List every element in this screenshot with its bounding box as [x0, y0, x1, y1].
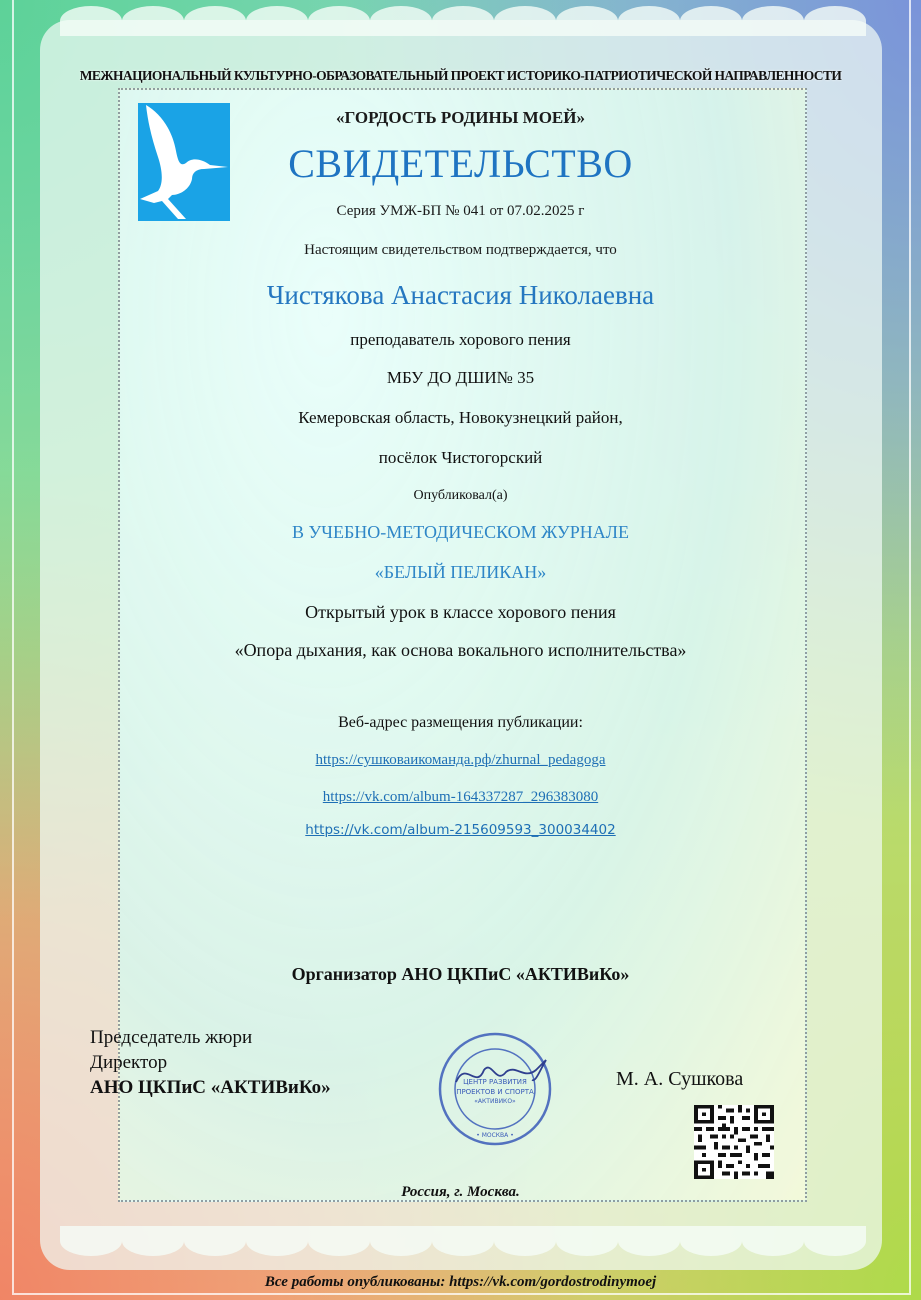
footer-published-link: Все работы опубликованы: https://vk.com/gordostrodinymoej: [264, 1274, 657, 1290]
signer-name: М. А. Сушкова: [616, 1068, 744, 1090]
project-header: МЕЖНАЦИОНАЛЬНЫЙ КУЛЬТУРНО-ОБРАЗОВАТЕЛЬНЫЙ ПРОЕКТ ИСТОРИКО-ПАТРИОТИЧЕСКОЙ НАПРАВЛЕННОСТИ: [79, 68, 842, 83]
web-address-label: Веб-адрес размещения публикации:: [338, 714, 583, 731]
recipient-region: Кемеровская область, Новокузнецкий район,: [298, 408, 623, 427]
city-label: Россия, г. Москва.: [401, 1184, 520, 1200]
published-label: Опубликовал(а): [413, 488, 508, 503]
publication-link-2[interactable]: https://vk.com/album-164337287_296383080: [322, 789, 599, 805]
seal-stamp-icon: [436, 1030, 554, 1148]
series-number: Серия УМЖ-БП № 041 от 07.02.2025 г: [336, 203, 585, 219]
journal-line-2: «БЕЛЫЙ ПЕЛИКАН»: [374, 562, 547, 582]
jury-chair-label: Председатель жюри: [90, 1027, 253, 1048]
publication-link-3[interactable]: https://vk.com/album-215609593_300034402: [305, 822, 616, 838]
publication-link-1[interactable]: https://сушковаикоманда.рф/zhurnal_pedagoga: [315, 752, 606, 768]
signature-block: [90, 1025, 331, 1100]
work-title: «Опора дыхания, как основа вокального исполнительства»: [234, 640, 687, 660]
recipient-name: Чистякова Анастасия Николаевна: [266, 280, 655, 310]
director-label: Директор: [90, 1052, 168, 1073]
stamp-line-1: ЦЕНТР РАЗВИТИЯ: [463, 1078, 527, 1086]
work-type: Открытый урок в классе хорового пения: [305, 602, 616, 622]
confirm-text: Настоящим свидетельством подтверждается, что: [304, 242, 617, 258]
project-name: «ГОРДОСТЬ РОДИНЫ МОЕЙ»: [336, 108, 585, 127]
qr-code-icon[interactable]: [694, 1105, 774, 1179]
lace-scallops-bottom: [60, 1226, 866, 1256]
journal-line-1: В УЧЕБНО-МЕТОДИЧЕСКОМ ЖУРНАЛЕ: [292, 522, 629, 542]
recipient-settlement: посёлок Чистогорский: [378, 448, 543, 467]
stamp-line-2: ПРОЕКТОВ И СПОРТА: [456, 1088, 534, 1096]
recipient-organization: МБУ ДО ДШИ№ 35: [386, 368, 535, 387]
recipient-role: преподаватель хорового пения: [350, 330, 571, 349]
stamp-city: • МОСКВА •: [476, 1132, 514, 1139]
organizer: Организатор АНО ЦКПиС «АКТИВиКо»: [291, 964, 630, 984]
lace-scallops-top: [60, 6, 866, 36]
organization-label: АНО ЦКПиС «АКТИВиКо»: [90, 1077, 331, 1098]
stamp-line-3: «АКТИВИКО»: [474, 1098, 516, 1105]
certificate-title: СВИДЕТЕЛЬСТВО: [288, 141, 633, 186]
